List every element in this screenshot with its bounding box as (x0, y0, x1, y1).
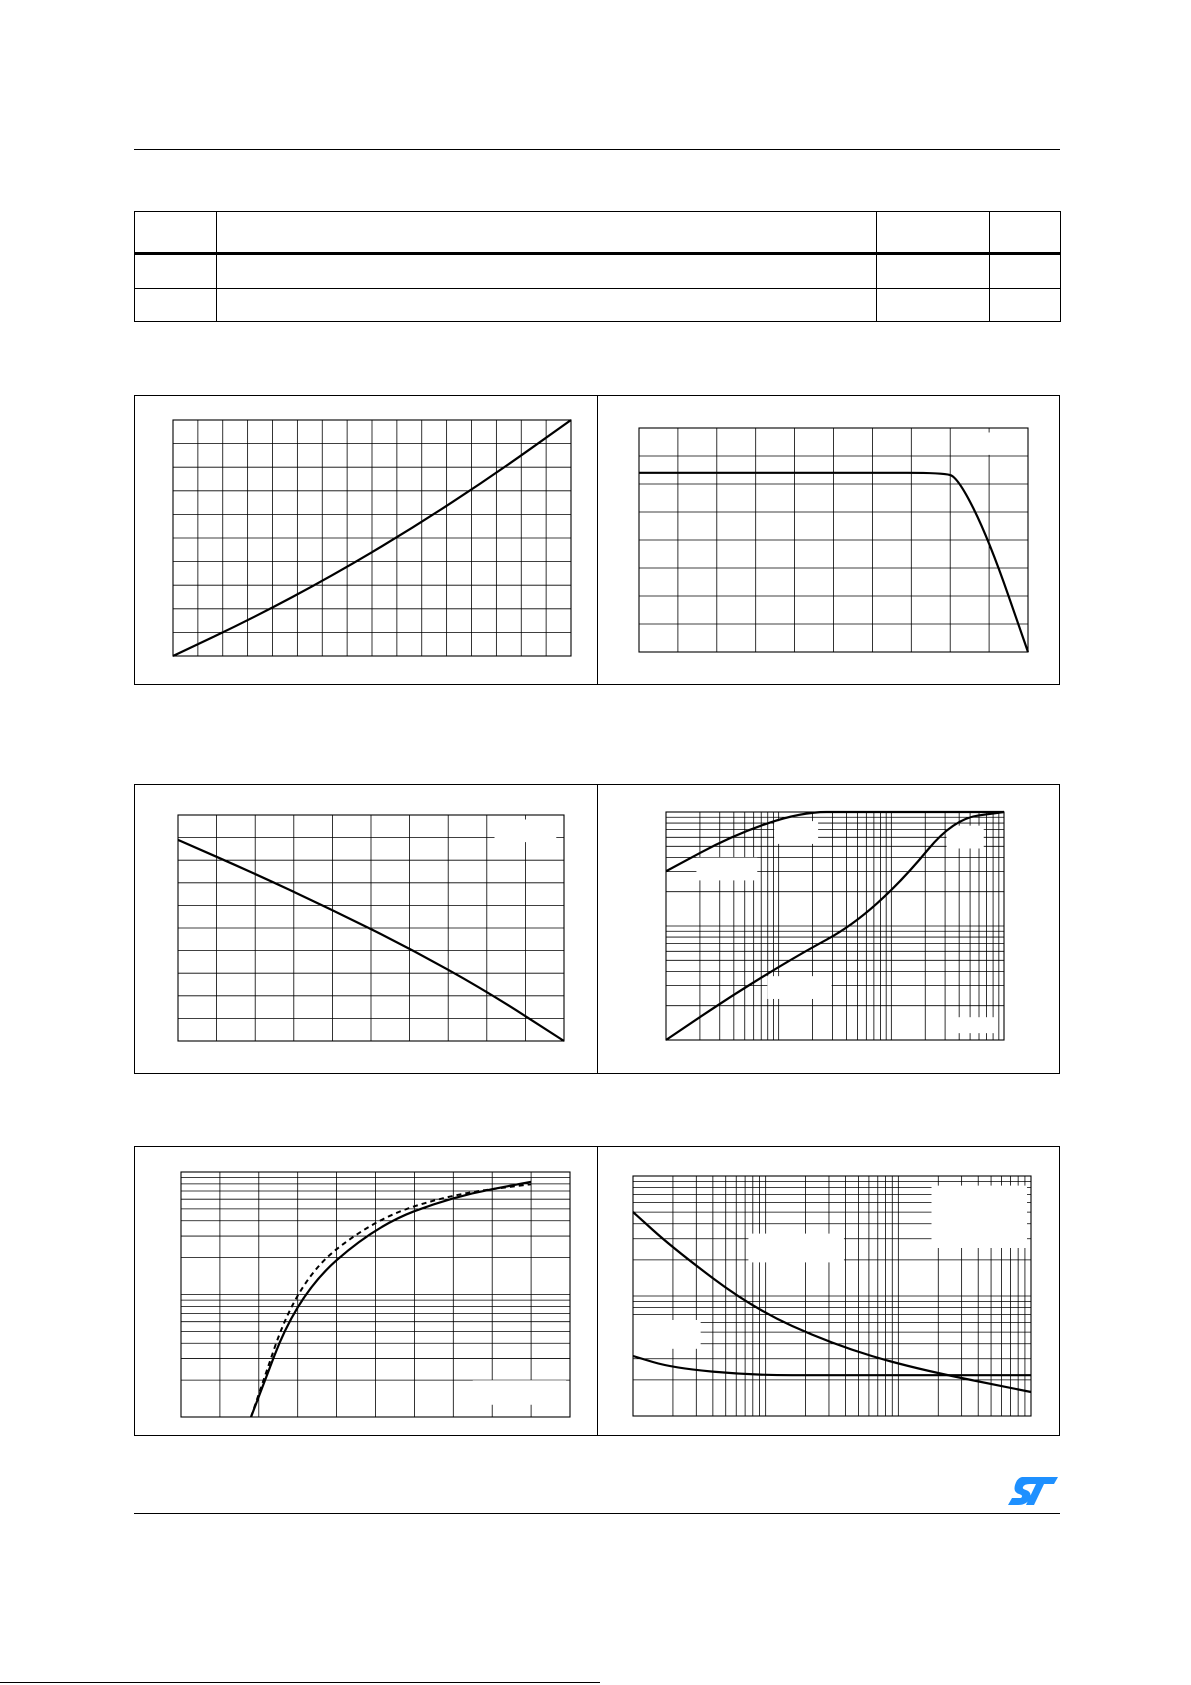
chart-4 (666, 812, 1004, 1040)
table-cell (990, 288, 1061, 321)
label-area (495, 820, 557, 843)
page-bottom-edge (0, 1682, 600, 1683)
figure-divider (597, 396, 598, 684)
footer-rule (134, 1513, 1060, 1514)
label-area (774, 821, 818, 844)
table-header-cell (217, 212, 877, 254)
label-area (947, 826, 984, 849)
table-header-cell (135, 212, 217, 254)
table-cell (877, 288, 990, 321)
chart-3 (178, 815, 564, 1041)
label-area (696, 858, 757, 881)
label-area (932, 1186, 1028, 1248)
st-logo (1008, 1475, 1060, 1507)
table-cell (217, 254, 877, 289)
chart-1 (173, 420, 571, 656)
parameter-table (134, 211, 1061, 322)
figure-divider (597, 785, 598, 1073)
table-header-cell (990, 212, 1061, 254)
label-area (633, 1320, 701, 1349)
table-header-row (135, 212, 1061, 254)
figure-divider (597, 1147, 598, 1435)
label-area (958, 432, 1020, 454)
table-cell (135, 288, 217, 321)
chart-grid (639, 428, 1028, 652)
table-row (135, 288, 1061, 321)
table-cell (990, 254, 1061, 289)
label-area (748, 1234, 844, 1263)
chart-grid (173, 420, 571, 656)
header-rule (134, 149, 1060, 150)
label-area (957, 1017, 998, 1033)
table-cell (217, 288, 877, 321)
label-area (473, 1380, 566, 1405)
chart-2 (639, 428, 1028, 652)
table-header-cell (877, 212, 990, 254)
chart-5 (181, 1172, 570, 1417)
chart-6 (633, 1176, 1031, 1416)
table-cell (877, 254, 990, 289)
label-area (767, 976, 831, 999)
table-row (135, 254, 1061, 289)
table-cell (135, 254, 217, 289)
st-logo-mark (1008, 1477, 1058, 1505)
